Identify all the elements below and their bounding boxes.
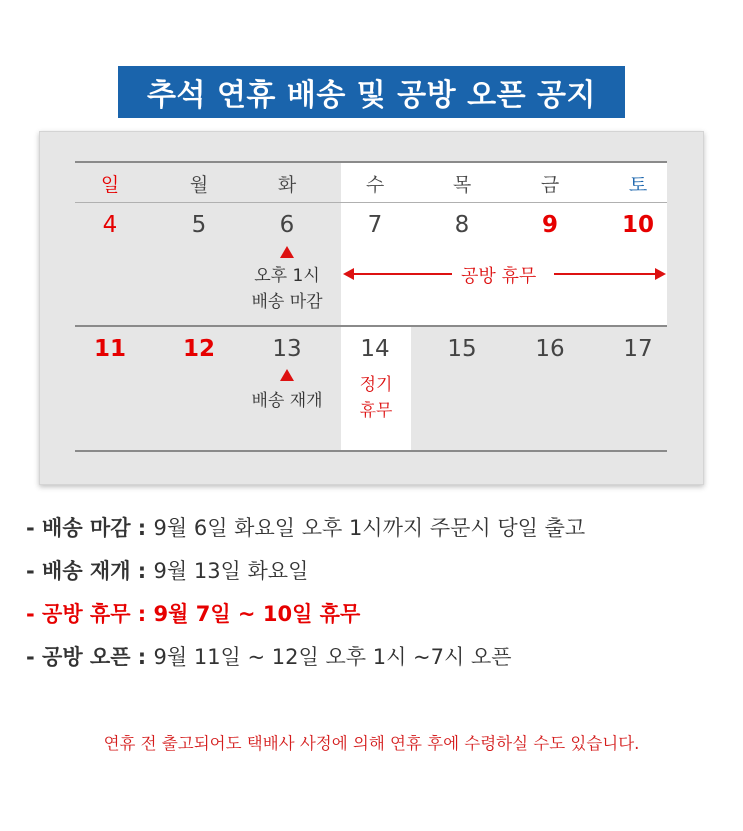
weekday-sun: 일 [100, 174, 120, 196]
info-value: 9월 13일 화요일 [153, 559, 309, 583]
deadline-note [251, 263, 322, 315]
closure-label: 공방 휴무 [461, 266, 537, 287]
info-value: 9월 7일 ~ 10일 휴무 [153, 602, 361, 626]
day-13: 13 [272, 336, 302, 362]
day-11: 11 [93, 336, 126, 362]
weekday-sat: 토 [628, 174, 648, 196]
day-5: 5 [191, 212, 207, 238]
holiday-note-line1: 정기 [359, 375, 393, 395]
info-label: - 공방 휴무 [26, 602, 131, 626]
info-label: - 배송 재개 [26, 559, 131, 583]
day-9: 9 [541, 212, 558, 238]
day-15: 15 [447, 336, 477, 362]
deadline-note-line1: 오후 1시 [254, 266, 320, 286]
day-8: 8 [454, 212, 470, 238]
info-value: 9월 11일 ~ 12일 오후 1시 ~7시 오픈 [153, 645, 512, 669]
weekday-wed: 수 [365, 174, 385, 196]
info-separator: : [130, 516, 154, 540]
info-shipping-deadline [26, 512, 585, 542]
resume-note: 배송 재개 [251, 391, 323, 411]
weekday-fri: 금 [540, 174, 560, 196]
closure-arrow-line-left [352, 273, 452, 275]
resume-marker-icon [280, 369, 294, 381]
day-6: 6 [279, 212, 295, 238]
info-workshop-closed [26, 598, 360, 628]
deadline-note-line2: 배송 마감 [251, 292, 323, 312]
day-7: 7 [367, 212, 383, 238]
weekday-tue: 화 [277, 174, 297, 196]
info-label: - 배송 마감 [26, 516, 131, 540]
info-separator: : [130, 645, 154, 669]
day-12: 12 [182, 336, 215, 362]
weekday-thu: 목 [452, 174, 472, 196]
info-separator: : [130, 602, 154, 626]
deadline-marker-icon [280, 246, 294, 258]
day-14: 14 [360, 336, 390, 362]
info-value: 9월 6일 화요일 오후 1시까지 주문시 당일 출고 [153, 516, 586, 540]
day-10: 10 [621, 212, 654, 238]
day-4: 4 [102, 212, 118, 238]
day-16: 16 [535, 336, 565, 362]
arrow-right-icon [655, 268, 666, 280]
footer-disclaimer: 연휴 전 출고되어도 택배사 사정에 의해 연휴 후에 수령하실 수도 있습니다. [103, 734, 640, 753]
calendar-header-line [75, 202, 667, 203]
calendar-bottom-line [75, 450, 667, 452]
info-label: - 공방 오픈 [26, 645, 131, 669]
notice-title: 추석 연휴 배송 및 공방 오픈 공지 [118, 66, 625, 118]
holiday-note [360, 372, 393, 424]
info-workshop-open [26, 641, 512, 671]
info-shipping-resume [26, 555, 308, 585]
calendar-top-line [75, 161, 667, 163]
calendar-week-divider [75, 325, 667, 327]
info-separator: : [130, 559, 154, 583]
holiday-note-line2: 휴무 [359, 401, 393, 421]
weekday-mon: 월 [189, 174, 209, 196]
day-17: 17 [623, 336, 653, 362]
closure-arrow-line-right [554, 273, 656, 275]
